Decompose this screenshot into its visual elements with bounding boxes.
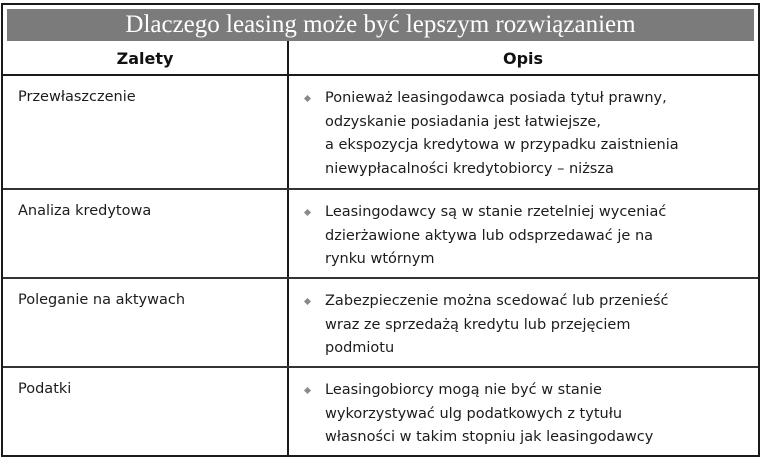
bullet-diamond-icon	[304, 209, 311, 216]
description-line: odzyskanie posiadania jest łatwiejsze,	[325, 113, 601, 130]
description-line: wraz ze sprzedażą kredytu lub przejęciem	[325, 316, 631, 333]
bullet-diamond-icon	[304, 387, 311, 394]
description-line: wykorzystywać ulg podatkowych z tytułu	[325, 405, 623, 422]
table-header-row	[3, 41, 758, 76]
description-line: Leasingodawcy są w stanie rzetelniej wyceniać	[325, 204, 667, 220]
advantage-cell: Przewłaszczenie	[18, 89, 136, 105]
description-cell	[325, 379, 745, 450]
column-header-advantages: Zalety	[116, 49, 174, 68]
description-line: własności w takim stopniu jak leasingodawcy	[325, 429, 654, 445]
advantage-cell: Analiza kredytowa	[18, 203, 152, 219]
description-cell	[325, 201, 745, 272]
bullet-diamond-icon	[304, 95, 311, 102]
table-row	[3, 76, 758, 190]
description-cell	[325, 87, 745, 181]
table-row	[3, 368, 758, 455]
description-line: dzierżawione aktywa lub odsprzedawać je na	[325, 227, 654, 244]
table-row	[3, 190, 758, 279]
description-line: podmiotu	[325, 340, 395, 356]
column-header-description: Opis	[502, 49, 544, 68]
description-line: Leasingobiorcy mogą nie być w stanie	[325, 382, 602, 398]
bullet-diamond-icon	[304, 298, 311, 305]
description-line: niewypłacalności kredytobiorcy – niższa	[325, 160, 614, 177]
description-line: Ponieważ leasingodawca posiada tytuł prawny,	[325, 90, 667, 106]
leasing-advantages-table	[1, 3, 760, 457]
description-line: rynku wtórnym	[325, 251, 435, 267]
description-cell	[325, 290, 745, 361]
table-title: Dlaczego leasing może być lepszym rozwiązaniem	[7, 9, 754, 41]
advantage-cell: Poleganie na aktywach	[18, 292, 186, 308]
description-line: Zabezpieczenie można scedować lub przenieść	[325, 293, 669, 309]
table-row	[3, 279, 758, 368]
advantage-cell: Podatki	[18, 381, 72, 397]
description-line: a ekspozycja kredytowa w przypadku zaistnienia	[325, 137, 679, 153]
